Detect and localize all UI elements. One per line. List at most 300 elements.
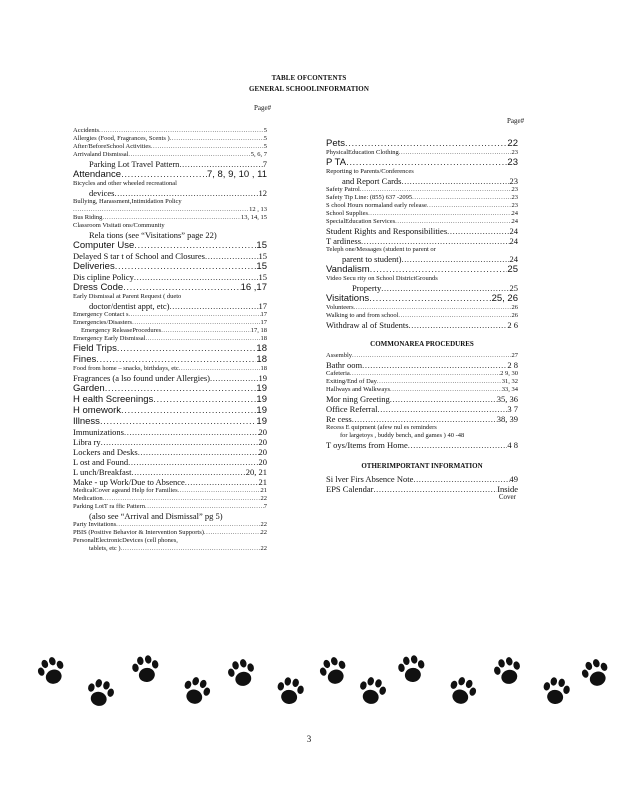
dot-leader	[350, 370, 500, 378]
toc-entry-page: 18	[256, 354, 267, 365]
toc-entry-title: Illness	[73, 416, 100, 427]
dot-leader	[179, 365, 261, 373]
dot-leader	[185, 477, 259, 487]
toc-entry	[326, 246, 518, 254]
toc-entry	[326, 394, 518, 404]
toc-entry-title: H ealth Screenings	[73, 394, 154, 405]
toc-entry	[73, 240, 267, 251]
dot-leader	[145, 503, 264, 511]
dot-leader	[124, 427, 259, 437]
dot-leader	[427, 202, 512, 210]
toc-entry-title: Emergencies/Disasters	[73, 319, 133, 326]
toc-entry	[73, 151, 267, 159]
toc-entry-title: Make - up Work/Due to Absence	[73, 477, 185, 487]
toc-entry	[326, 138, 518, 149]
toc-entry-page: Inside	[497, 484, 518, 494]
toc-entry-title: Si lver Firs Absence Note	[326, 474, 414, 484]
toc-entry-title: Student Rights and Responsibilities	[326, 226, 448, 236]
toc-entry-title: Emergency Contact s	[73, 311, 129, 318]
toc-entry	[73, 230, 267, 240]
dot-leader	[395, 218, 511, 226]
dot-leader	[115, 188, 259, 198]
toc-entry-title: MedicalCover ageand Help for Families	[73, 487, 178, 494]
dot-leader	[179, 159, 262, 169]
toc-entry	[73, 251, 267, 261]
toc-title: TABLE OFCONTENTS	[271, 74, 347, 82]
toc-left-column	[73, 127, 267, 553]
toc-entry-page: 2 8	[507, 360, 518, 370]
toc-right-column	[326, 138, 518, 501]
toc-entry-title: Cafeteria	[326, 370, 350, 377]
dot-leader	[377, 378, 502, 386]
toc-entry-title: Libra ry	[73, 437, 101, 447]
dot-leader	[178, 487, 261, 495]
toc-entry	[326, 293, 518, 304]
page-label-right: Page#	[507, 117, 525, 125]
toc-entry-title: PersonalElectronicDevices (cell phones,	[73, 537, 178, 544]
toc-entry-page: 23	[511, 186, 518, 193]
toc-entry	[73, 529, 267, 537]
toc-entry-title: Garden	[73, 383, 105, 394]
toc-entry-page: 26	[511, 304, 518, 311]
toc-entry-title: Recess E quipment (afew nul es reminders	[326, 424, 437, 431]
toc-entry-title: PBIS (Positive Behavior & Intervention Supports)	[73, 529, 204, 536]
toc-entry-title: Reporting to Parents/Conferences	[326, 168, 414, 175]
toc-entry-title: for largetoys , buddy bench, and games ) 40 -48	[340, 432, 465, 439]
paw-print-icon	[131, 654, 162, 684]
dot-leader	[368, 210, 511, 218]
toc-entry	[326, 226, 518, 236]
toc-entry	[326, 404, 518, 414]
toc-entry	[326, 484, 518, 494]
toc-entry-page: 19	[256, 383, 267, 394]
dot-leader	[354, 304, 512, 312]
toc-entry	[73, 495, 267, 503]
dot-leader	[134, 240, 256, 251]
dot-leader	[413, 474, 509, 484]
toc-entry	[326, 236, 518, 246]
toc-entry	[73, 477, 267, 487]
toc-entry-title: Fines	[73, 354, 97, 365]
toc-entry-page: 22	[260, 521, 267, 528]
toc-entry-page: 22	[507, 138, 518, 149]
toc-entry-title: Parking Lot Travel Pattern	[89, 159, 180, 169]
toc-entry-title: Food from home – snacks, birthdays, etc	[73, 365, 179, 372]
toc-entry-title: Visitations	[326, 293, 370, 304]
dot-leader	[103, 495, 261, 503]
toc-entry-title: Party Invitations	[73, 521, 117, 528]
paw-print-icon	[179, 674, 213, 708]
paw-print-icon	[356, 675, 388, 707]
toc-entry-title: Withdraw al of Students	[326, 320, 409, 330]
toc-entry-page: 19	[256, 394, 267, 405]
toc-entry-page: 15	[258, 251, 267, 261]
toc-entry	[326, 360, 518, 370]
toc-entry-page: 23	[507, 157, 518, 168]
toc-entry	[73, 503, 267, 511]
common-area-heading: COMMONAREA PROCEDURES	[370, 340, 474, 348]
dot-leader	[390, 394, 497, 404]
toc-entry	[326, 352, 518, 360]
toc-entry-title: tablets, etc )	[89, 545, 121, 552]
toc-entry-page: 31, 32	[501, 378, 518, 385]
toc-entry-page: 5	[263, 143, 267, 150]
toc-entry-title: Early Dismissal at Parent Request ( dueto	[73, 293, 182, 300]
dot-leader	[398, 312, 511, 320]
toc-entry-title: Parking LotT ra ffic Pattern	[73, 503, 145, 510]
toc-entry	[326, 176, 518, 186]
toc-entry-page: 2 9, 30	[500, 370, 518, 377]
dot-leader	[121, 169, 207, 180]
toc-entry	[73, 365, 267, 373]
toc-entry	[326, 186, 518, 194]
toc-entry	[326, 202, 518, 210]
toc-entry	[73, 447, 267, 457]
dot-leader	[399, 149, 512, 157]
toc-entry	[73, 188, 267, 198]
toc-entry-page: 12	[258, 188, 267, 198]
toc-entry	[73, 394, 267, 405]
dot-leader	[378, 404, 508, 414]
dot-leader	[96, 354, 256, 365]
toc-entry-title: Exiting/End of Day	[326, 378, 377, 385]
toc-entry-title: Dress Code	[73, 282, 124, 293]
toc-entry-title: Office Referral	[326, 404, 378, 414]
toc-entry-page: 24	[509, 254, 518, 264]
toc-entry	[326, 157, 518, 168]
toc-entry	[73, 169, 267, 180]
toc-entry	[73, 301, 267, 311]
toc-entry	[73, 180, 267, 188]
paw-print-icon	[579, 656, 613, 690]
dot-leader	[131, 467, 245, 477]
toc-entry-page: 23	[509, 176, 518, 186]
toc-entry-title: Bullying, Harassment,Intimidation Policy	[73, 198, 182, 205]
toc-entry-page: 18	[256, 343, 267, 354]
toc-entry-page: 25	[507, 264, 518, 275]
toc-entry	[326, 386, 518, 394]
toc-entry-page: 24	[511, 210, 518, 217]
dot-leader	[390, 386, 502, 394]
paw-print-icon	[84, 677, 116, 709]
toc-entry	[73, 272, 267, 282]
toc-entry	[326, 283, 518, 293]
toc-entry-page: 17, 18	[250, 327, 267, 334]
toc-entry-title: H omework	[73, 405, 122, 416]
dot-leader	[408, 440, 508, 450]
toc-entry-page: 22	[260, 495, 267, 502]
toc-entry-page: 49	[509, 474, 518, 484]
dot-leader	[170, 135, 264, 143]
dot-leader	[373, 484, 497, 494]
toc-entry-page: 35, 36	[496, 394, 518, 404]
toc-entry-title: Arrivaland Dismissal	[73, 151, 129, 158]
toc-entry-title: Rela tions (see “Visitations” page 22)	[89, 230, 217, 240]
paw-print-icon	[492, 655, 524, 687]
dot-leader	[345, 138, 507, 149]
toc-entry-page: 23	[511, 194, 518, 201]
toc-entry	[326, 474, 518, 484]
toc-entry-title: School Supplies	[326, 210, 369, 217]
toc-entry-page: 20	[258, 427, 267, 437]
toc-entry-title: Re cess	[326, 414, 352, 424]
toc-entry-title: parent to student)	[342, 254, 402, 264]
dot-leader	[121, 545, 261, 553]
toc-entry-title: S chool Hours normaland early release	[326, 202, 427, 209]
toc-entry	[73, 214, 267, 222]
toc-entry-title: T ardiness	[326, 236, 362, 246]
dot-leader	[102, 214, 241, 222]
toc-entry-page: 25	[509, 283, 518, 293]
dot-leader	[204, 529, 261, 537]
toc-entry	[326, 440, 518, 450]
dot-leader	[362, 360, 507, 370]
toc-entry-title: Computer Use	[73, 240, 135, 251]
toc-entry-page: 7	[263, 503, 267, 510]
dot-leader	[117, 343, 257, 354]
paw-print-icon	[275, 676, 306, 706]
toc-entry	[73, 467, 267, 477]
dot-leader	[128, 457, 258, 467]
toc-entry	[326, 378, 518, 386]
cover-label: Cover	[498, 493, 516, 501]
toc-entry	[73, 127, 267, 135]
toc-entry-page: 4 8	[507, 440, 518, 450]
toc-entry	[326, 264, 518, 275]
toc-entry-page: 7, 8, 9, 10 , 11	[206, 169, 267, 180]
toc-entry-title: Deliveries	[73, 261, 115, 272]
toc-entry	[326, 370, 518, 378]
dot-leader	[73, 206, 249, 214]
toc-entry	[326, 254, 518, 264]
toc-entry	[73, 511, 267, 521]
dot-leader	[132, 319, 260, 327]
toc-entry-title: L ost and Found	[73, 457, 129, 467]
dot-leader	[161, 327, 251, 335]
toc-entry-page: 21	[260, 487, 267, 494]
toc-entry	[73, 383, 267, 394]
toc-entry-title: and Report Cards	[342, 176, 402, 186]
toc-entry-title: Classroom Visitati ons/Community	[73, 222, 165, 229]
toc-entry-title: Allergies (Food, Fragrances, Scents )	[73, 135, 170, 142]
toc-entry-page: 5	[263, 135, 267, 142]
toc-common-area-list	[326, 352, 518, 450]
dot-leader	[401, 254, 509, 264]
toc-entry-page: 12 , 13	[249, 206, 267, 213]
toc-entry-page: 20, 21	[245, 467, 267, 477]
toc-entry-title: Hallways and Walkways	[326, 386, 390, 393]
paw-print-icon	[397, 654, 428, 684]
toc-entry	[73, 427, 267, 437]
toc-entry	[326, 414, 518, 424]
paw-print-icon	[317, 654, 351, 688]
toc-entry-page: 2 6	[507, 320, 518, 330]
dot-leader	[99, 127, 264, 135]
toc-entry-title: devices	[89, 188, 115, 198]
toc-entry-title: Vandalism	[326, 264, 370, 275]
toc-entry-title: Safety Tip Line: (855) 637 -2095	[326, 194, 413, 201]
dot-leader	[361, 236, 509, 246]
toc-entry-title: Field Trips	[73, 343, 117, 354]
dot-leader	[402, 176, 510, 186]
dot-leader	[370, 264, 508, 275]
toc-entry-title: PhysicalEducation Clothing	[326, 149, 399, 156]
toc-entry	[73, 282, 267, 293]
toc-entry-page: 17	[260, 319, 267, 326]
toc-entry	[326, 210, 518, 218]
toc-entry	[326, 432, 518, 440]
paw-print-icon	[541, 676, 572, 706]
toc-entry-page: 3 7	[507, 404, 518, 414]
toc-entry-page: 22	[260, 529, 267, 536]
toc-entry-title: Property	[352, 283, 382, 293]
toc-entry	[73, 416, 267, 427]
toc-entry-title: Bicycles and other wheeled recreational	[73, 180, 177, 187]
toc-entry-title: Accidents	[73, 127, 99, 134]
toc-other-info-list	[326, 474, 518, 494]
toc-entry	[73, 487, 267, 495]
toc-entry-page: 25, 26	[491, 293, 518, 304]
toc-entry-title: (also see “Arrival and Dismissal” pg 5)	[89, 511, 223, 521]
dot-leader	[101, 437, 259, 447]
toc-entry	[73, 135, 267, 143]
toc-entry-title: Safety Patrol	[326, 186, 360, 193]
other-info-heading: OTHERIMPORTANT INFORMATION	[361, 462, 483, 470]
toc-entry	[73, 159, 267, 169]
dot-leader	[151, 143, 264, 151]
dot-leader	[100, 416, 256, 427]
toc-entry-page: 17	[258, 301, 267, 311]
dot-leader	[134, 272, 259, 282]
toc-entry	[326, 149, 518, 157]
toc-entry-page: 19	[256, 416, 267, 427]
toc-entry-page: 23	[511, 149, 518, 156]
dot-leader	[128, 151, 250, 159]
toc-entry	[73, 206, 267, 214]
toc-entry-title: Bus Riding	[73, 214, 103, 221]
toc-entry-page: 7	[262, 159, 267, 169]
toc-entry	[73, 335, 267, 343]
toc-entry-page: 5	[263, 127, 267, 134]
toc-entry-title: doctor/dentist appt, etc)	[89, 301, 170, 311]
paw-print-icon	[35, 654, 69, 688]
page-number: 3	[306, 734, 312, 744]
toc-entry-title: Teleph one/Messages (student to parent or	[326, 246, 436, 253]
toc-entry-page: 17	[260, 311, 267, 318]
toc-entry-title: L unch/Breakfast	[73, 467, 132, 477]
toc-entry-title: Emergency Early Dismissal	[73, 335, 146, 342]
toc-entry-title: P TA	[326, 157, 347, 168]
toc-entry-title: Delayed S tar t of School and Closures	[73, 251, 205, 261]
dot-leader	[447, 226, 509, 236]
dot-leader	[352, 414, 497, 424]
toc-entry-page: 5, 6, 7	[250, 151, 267, 158]
toc-entry-page: 24	[511, 218, 518, 225]
toc-entry	[73, 293, 267, 301]
toc-entry-title: SpecialEducation Services	[326, 218, 396, 225]
toc-entry	[326, 218, 518, 226]
toc-entry-page: 18	[260, 365, 267, 372]
toc-entry-page: 15	[256, 261, 267, 272]
dot-leader	[138, 447, 259, 457]
paw-prints-border	[0, 648, 618, 728]
toc-entry-page: 38, 39	[496, 414, 518, 424]
toc-entry-title: Medication	[73, 495, 103, 502]
toc-entry-title: Lockers and Desks	[73, 447, 138, 457]
toc-entry-page: 20	[258, 457, 267, 467]
toc-entry-page: 24	[509, 236, 518, 246]
toc-entry-page: 19	[256, 405, 267, 416]
toc-entry	[326, 304, 518, 312]
toc-entry-title: Attendance	[73, 169, 122, 180]
toc-entry-title: Bathr oom	[326, 360, 363, 370]
toc-entry	[326, 312, 518, 320]
dot-leader	[346, 157, 507, 168]
toc-entry-title: Video Secu rity on School DistrictGrounds	[326, 275, 438, 282]
toc-entry	[73, 405, 267, 416]
toc-entry-title: Volunteers	[326, 304, 354, 311]
toc-entry-title: Walking to and from school	[326, 312, 399, 319]
toc-entry-title: T oys/Items from Home	[326, 440, 408, 450]
paw-print-icon	[226, 657, 258, 689]
toc-entry-page: 13, 14, 15	[241, 214, 267, 221]
toc-general-list	[326, 138, 518, 330]
dot-leader	[205, 251, 259, 261]
toc-entry-page: 33, 34	[501, 386, 518, 393]
dot-leader	[121, 405, 256, 416]
toc-entry	[73, 373, 267, 383]
toc-entry-title: EPS Calendar	[326, 484, 374, 494]
toc-entry	[73, 537, 267, 545]
toc-entry	[73, 521, 267, 529]
toc-subtitle: GENERAL SCHOOLINFORMATION	[248, 85, 370, 93]
toc-entry-title: Immunizations	[73, 427, 124, 437]
toc-entry-page: 19	[258, 373, 267, 383]
toc-entry-page: 20	[258, 437, 267, 447]
toc-entry-page: 15	[256, 240, 267, 251]
dot-leader	[145, 335, 260, 343]
toc-entry	[326, 320, 518, 330]
toc-entry	[326, 168, 518, 176]
toc-entry-page: 22	[260, 545, 267, 552]
toc-entry-page: 18	[260, 335, 267, 342]
dot-leader	[128, 311, 260, 319]
dot-leader	[153, 394, 256, 405]
toc-entry-title: Mor ning Greeting	[326, 394, 390, 404]
toc-entry	[73, 545, 267, 553]
toc-entry-title: Fragrances (a lso found under Allergies)	[73, 373, 210, 383]
toc-entry	[326, 424, 518, 432]
dot-leader	[409, 320, 508, 330]
dot-leader	[352, 352, 512, 360]
dot-leader	[116, 521, 260, 529]
toc-entry-page: 20	[258, 447, 267, 457]
toc-entry-page: 23	[511, 202, 518, 209]
toc-entry	[73, 222, 267, 230]
dot-leader	[170, 301, 259, 311]
dot-leader	[123, 282, 240, 293]
toc-entry	[73, 198, 267, 206]
toc-entry	[73, 343, 267, 354]
toc-entry-title: After/BeforeSchool Activities	[73, 143, 151, 150]
toc-entry	[73, 311, 267, 319]
dot-leader	[210, 373, 259, 383]
toc-entry	[326, 194, 518, 202]
dot-leader	[360, 186, 512, 194]
toc-entry-title: Pets	[326, 138, 346, 149]
dot-leader	[412, 194, 511, 202]
page-label-left: Page#	[254, 104, 272, 112]
